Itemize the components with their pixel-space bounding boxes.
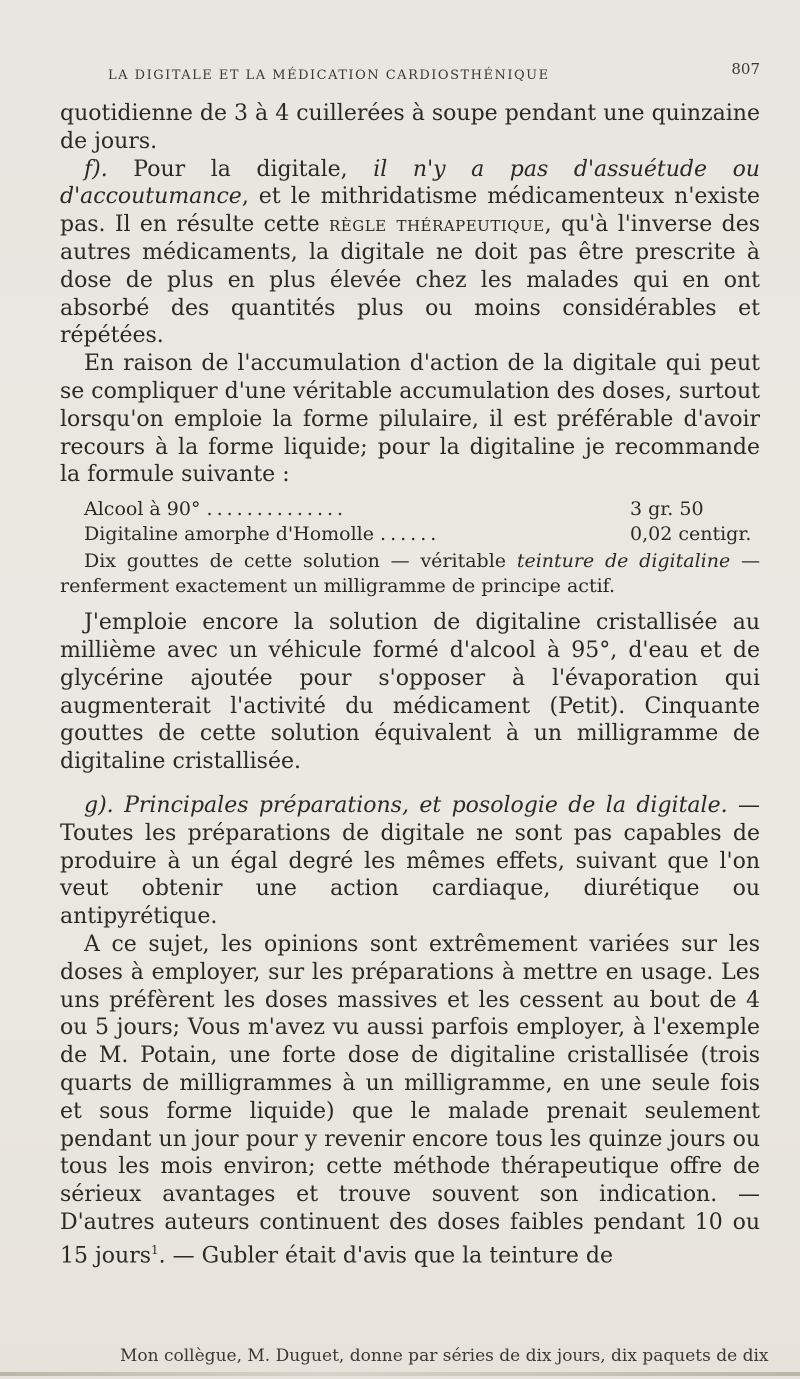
small-caps-term: règle thérapeutique xyxy=(329,212,545,238)
running-title: LA DIGITALE ET LA MÉDICATION CARDIOSTHÉNIQUE xyxy=(108,68,550,83)
paragraph: En raison de l'accumulation d'action de la digitale qui peut se compliquer d'une véritable accumulation des doses, surtout lorsqu'on emploie la forme pilulaire, il est préférable d'avoir recours à la forme liquide; pour la digitaline je recommande la formule suivante : xyxy=(60,351,761,488)
page-number: 807 xyxy=(731,60,760,78)
section-label: f). xyxy=(84,156,108,182)
emphasis: il n'y a pas d'assuétude ou d'accoutumance xyxy=(60,156,760,210)
ingredient-quantity: 0,02 centigr. xyxy=(630,523,752,546)
formula-row xyxy=(60,497,760,522)
section-label: g). xyxy=(84,792,114,818)
paragraph: quotidienne de 3 à 4 cuillerées à soupe pendant une quinzaine de jours. xyxy=(60,101,760,154)
paragraph-f: f). Pour la digitale, il n'y a pas d'assuétude ou d'accoutumance, et le mithridatisme médicamenteux n'existe pas. Il en résulte cette règle thérapeutique, qu'à l'inverse des autres médicaments, la digitale ne doit pas être prescrite à dose de plus en plus élevée chez les malades qui en ont absorbé des quantités plus ou moins considérables et répétées. xyxy=(60,156,761,349)
footnote-marker: 1 xyxy=(151,1242,159,1257)
paragraph: A ce sujet, les opinions sont extrêmement variées sur les doses à employer, sur les préparations à mettre en usage. Les uns préfèrent les doses massives et les cessent au bout de 4 ou 5 jours; Vous m'avez vu aussi parfois employer, à l'exemple de M. Potain, une forte dose de digitaline cristallisée (trois quarts de milligrammes à un milligramme, en une seule fois et sous forme liquide) que le malade prenait seulement pendant un jour pour y revenir encore tous les quinze jours ou tous les mois environ; cette méthode thérapeutique offre de sérieux avantages et trouve souvent son indication. — D'autres auteurs continuent des doses faibles pendant 10 ou 15 jours$^1$. — Gubler était d'avis que la teinture de xyxy=(60,931,760,1269)
section-heading: Principales préparations, et posologie de la digitale. xyxy=(124,792,728,818)
footnote: Mon collègue, M. Duguet, donne par séries de dix jours, dix paquets de dix xyxy=(120,1346,769,1366)
body-text xyxy=(60,100,760,1270)
ingredient-quantity: 3 gr. 50 xyxy=(630,498,704,521)
paragraph-g: g). Principales préparations, et posologie de la digitale. — Toutes les préparations de digitale ne sont pas capables de produire à un égal degré les mêmes effets, suivant que l'on veut obtenir une action cardiaque, diurétique ou antipyrétique. xyxy=(60,792,760,930)
paragraph: J'emploie encore la solution de digitaline cristallisée au millième avec un véhicule formé d'alcool à 95°, d'eau et de glycérine ajoutée pour s'opposer à l'évaporation qui augmenterait l'activité du médicament (Petit). Cinquante gouttes de cette solution équivalent à un milligramme de digitaline cristallisée. xyxy=(60,610,760,775)
formula-note: Dix gouttes de cette solution — véritable teinture de digitaline — renferment exactement un milligramme de principe actif. xyxy=(60,550,761,598)
emphasis: teinture de digitaline xyxy=(516,550,731,573)
page-edge-shadow xyxy=(0,1372,800,1376)
formula-row xyxy=(60,522,760,547)
ingredient-name: Digitaline amorphe d'Homolle ...... xyxy=(84,523,441,546)
ingredient-name: Alcool à 90° .............. xyxy=(84,498,348,521)
prescription-formula xyxy=(60,497,760,547)
